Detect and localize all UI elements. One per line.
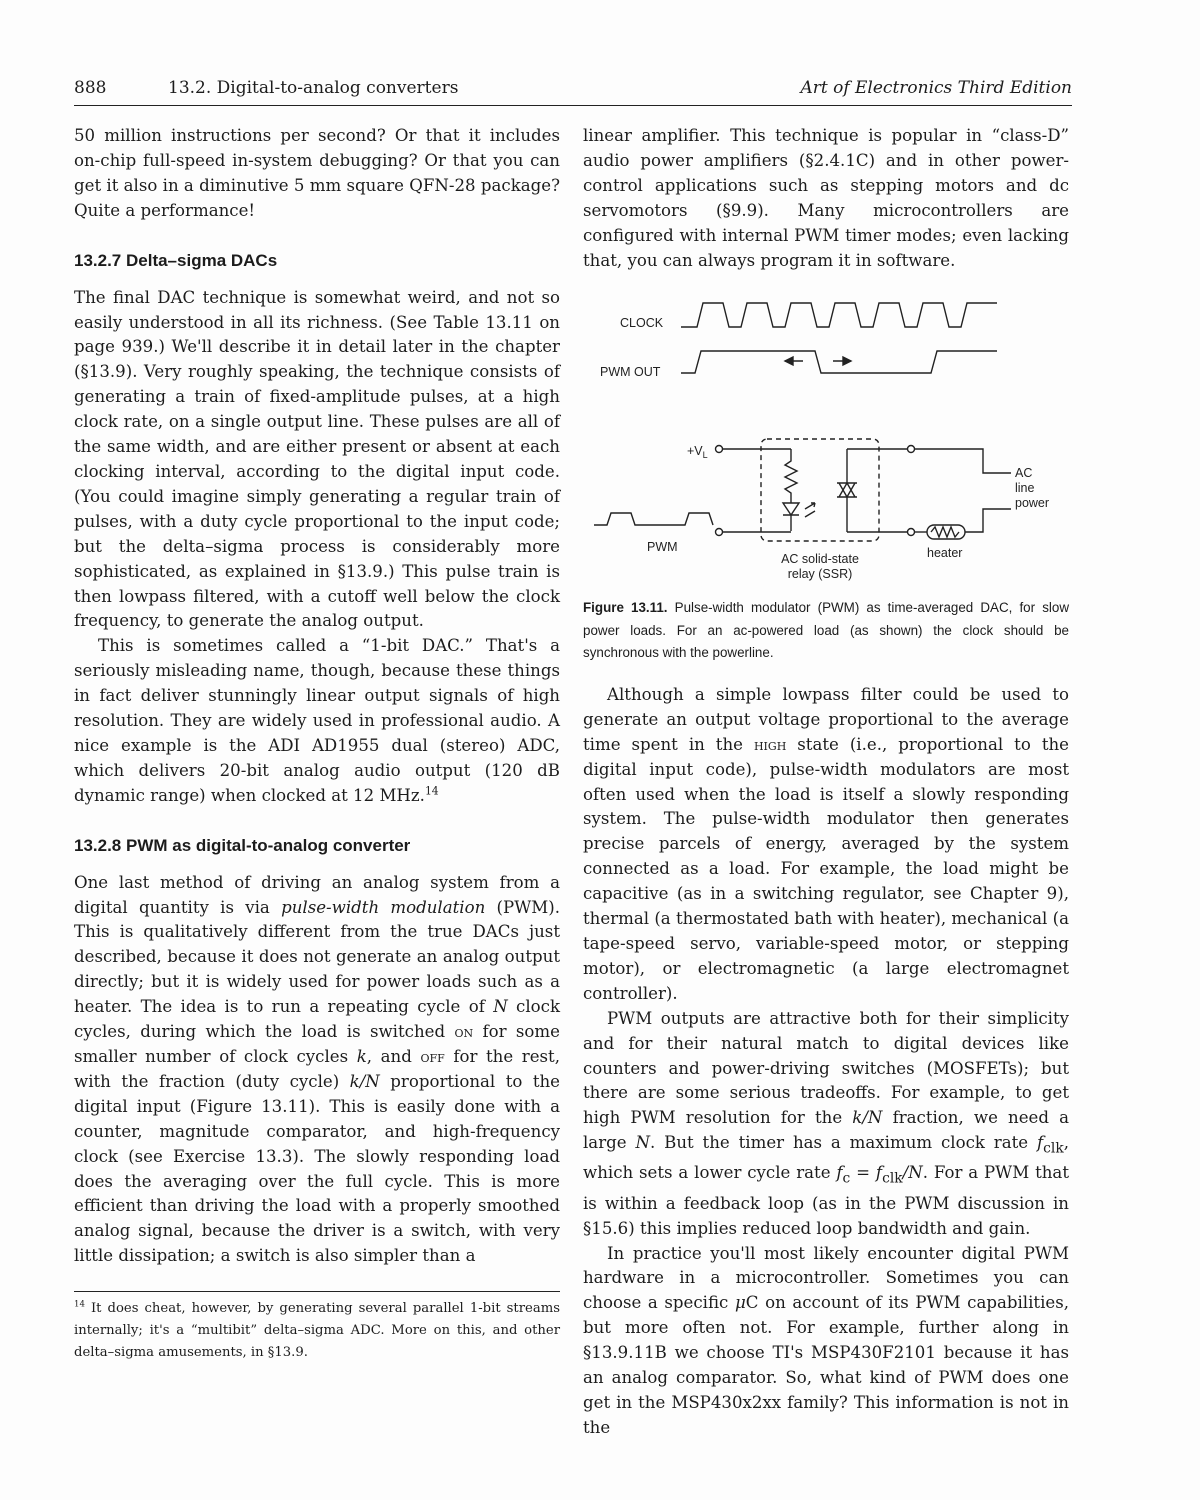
ssr-label-1: AC solid-state bbox=[781, 552, 859, 567]
paragraph-delta-sigma-2 bbox=[74, 634, 560, 808]
ac-label-3: power bbox=[1015, 496, 1050, 511]
text-run: PWM outputs are attractive both for their simplicity and for their natural match to digital devices like counters and power-driving switches (MOSFETs); but there are some serious tradeoffs. For example, to get high PWM resolution for the bbox=[583, 1008, 1069, 1128]
text-run: state (i.e., proportional to the digital input code), pulse-width modulators are most often used when the load is itself a slowly responding system. The pulse-width modulator then generates precise parcels of energy, averaged by the system connected as a load. For example, the load might be capacitive (as in a switching regulator, see Chapter 9), thermal (a thermostated bath with heater), mechanical (a tape-speed servo, variable-speed motor, or stepping motor), or electromagnetic (a large electromagnet controller). bbox=[583, 734, 1069, 1003]
paragraph-right-1 bbox=[583, 683, 1069, 1007]
math-var: /N bbox=[902, 1163, 923, 1183]
vl-label bbox=[687, 444, 708, 460]
led bbox=[783, 503, 799, 515]
footnote-rule bbox=[74, 1291, 560, 1292]
footnote-number: 14 bbox=[74, 1299, 85, 1310]
math-subscript: clk bbox=[1043, 1140, 1064, 1157]
text-run: Although a simple lowpass filter could be used to generate an output voltage proportional to the average time spent in the bbox=[583, 684, 1069, 754]
text-run: clock cycles, during which the load is switched bbox=[74, 997, 560, 1042]
triac bbox=[837, 483, 857, 497]
emphasis: pulse-width modulation bbox=[281, 897, 486, 917]
pwm-circuit-diagram bbox=[583, 289, 1069, 593]
text-run: for the rest, with the fraction (duty cycle) bbox=[74, 1047, 560, 1091]
figure-caption bbox=[583, 597, 1069, 665]
math-subscript: c bbox=[842, 1170, 851, 1187]
text-run: C on account of its PWM capabilities, but more often not. For example, further along in §13.9.11B we choose TI's MSP430F2101 because it has an analog comparator. So, what kind of PWM does one get in the MSP430x2xx family? This information is not in the bbox=[583, 1293, 1070, 1437]
light-arrows bbox=[805, 503, 815, 517]
caption-text: Pulse-width modulator (PWM) as time-averaged DAC, for slow power loads. For an ac-powered load (as shown) the clock should be synchronous with the powerline. bbox=[583, 600, 1069, 661]
math-var: f bbox=[1037, 1133, 1044, 1153]
page-number: 888 bbox=[74, 78, 107, 98]
caption-number: Figure 13.11. bbox=[583, 600, 668, 616]
arrow-left-head bbox=[785, 357, 793, 365]
vl-terminal bbox=[716, 446, 723, 453]
load-terminal-top bbox=[908, 446, 915, 453]
math-var: μ bbox=[734, 1293, 746, 1313]
math-var: N bbox=[635, 1133, 650, 1153]
text-run: for some smaller number of clock cycles bbox=[74, 1022, 560, 1066]
paragraph-right-2 bbox=[583, 1007, 1069, 1242]
section-title: 13.2. Digital-to-analog converters bbox=[168, 78, 459, 98]
math-var: k/N bbox=[349, 1071, 380, 1091]
text-run: One last method of driving an analog system from a digital quantity is via bbox=[74, 872, 560, 917]
math-subscript: clk bbox=[882, 1170, 903, 1187]
pwm-label: PWM bbox=[647, 540, 678, 555]
ssr-outline bbox=[761, 439, 879, 541]
vl-text: +V bbox=[687, 444, 703, 459]
text-run: . But the timer has a maximum clock rate bbox=[649, 1133, 1037, 1153]
math-var: N bbox=[493, 997, 508, 1017]
vl-subscript: L bbox=[702, 450, 708, 461]
heater bbox=[927, 525, 965, 539]
arrow-right-head bbox=[843, 357, 851, 365]
pwm-input-waveform bbox=[594, 513, 713, 525]
text-run: (PWM). This is qualitatively different from the true DACs just described, because it does not generate an analog output directly; but it is widely used for power loads such as a heater. The idea is to run a repeating cycle of bbox=[74, 897, 560, 1017]
text-run: , and bbox=[366, 1047, 421, 1066]
text-run: = bbox=[850, 1163, 876, 1183]
heater-label: heater bbox=[927, 546, 963, 561]
pwm-out-waveform bbox=[681, 351, 997, 373]
text-run: fraction, we need a large bbox=[583, 1108, 1069, 1153]
ac-line-wire bbox=[915, 449, 1011, 473]
math-var: k bbox=[356, 1047, 367, 1066]
heater-element bbox=[931, 527, 959, 537]
text-run: proportional to the digital input (Figure 13.11). This is easily done with a counter, magnitude comparator, and high-frequency clock (see Exercise 13.3). The slowly responding load does the averaging over the full cycle. This is more efficient than driving the load with a properly smoothed analog signal, because the driver is a switch, with very little dissipation; a switch is also simpler than a bbox=[74, 1071, 560, 1266]
text-run: , which sets a lower cycle rate bbox=[583, 1133, 1069, 1183]
ssr-label-2: relay (SSR) bbox=[787, 567, 853, 582]
paragraph-delta-sigma-2-text: This is sometimes called a “1-bit DAC.” That's a seriously misleading name, though, because these things in fact deliver stunningly linear output signals of high resolution. They are widely used in professional audio. A nice example is the ADI AD1955 dual (stereo) ADC, which delivers 20-bit analog audio output (120 dB dynamic range) when clocked at 12 MHz. bbox=[74, 636, 560, 805]
footnote-text: It does cheat, however, by generating several parallel 1-bit streams internally; it's a “multibit” delta–sigma ADC. More on this, and other delta–sigma amusements, in §13.9. bbox=[74, 1301, 560, 1361]
paragraph-pwm bbox=[74, 871, 560, 1270]
right-column bbox=[583, 124, 1069, 1441]
pwm-terminal bbox=[716, 529, 723, 536]
clock-waveform bbox=[681, 303, 997, 327]
footnote-ref[interactable]: 14 bbox=[424, 784, 439, 798]
book-title: Art of Electronics Third Edition bbox=[800, 78, 1072, 98]
left-column bbox=[74, 124, 560, 1364]
figure-13-11 bbox=[583, 289, 1069, 593]
pwm-out-label: PWM OUT bbox=[600, 365, 661, 380]
clock-label: CLOCK bbox=[620, 316, 664, 331]
ac-label-2: line bbox=[1015, 481, 1035, 496]
footnote bbox=[74, 1298, 560, 1364]
paragraph-continued: linear amplifier. This technique is popular in “class-D” audio power amplifiers (§2.4.1C) and in other power-control applications such as stepping motors and dc servomotors (§9.9). Many microcontrollers are configured with internal PWM timer modes; even lacking that, you can always program it in software. bbox=[583, 126, 1069, 270]
small-caps: on bbox=[454, 1023, 474, 1042]
paragraph-right-3 bbox=[583, 1242, 1069, 1441]
ac-label-1: AC bbox=[1015, 466, 1033, 481]
small-caps: high bbox=[753, 735, 787, 754]
paragraph-delta-sigma-1: The final DAC technique is somewhat weird, and not so easily understood in all its richness. (See Table 13.11 on page 939.) We'll describe it in detail later in the chapter (§13.9). Very roughly speaking, the technique consists of generating a train of fixed-amplitude pulses, at a high clock rate, on a single output line. These pulses are all of the same width, and are either present or absent at each clocking interval, according to the digital input code. (You could imagine simply generating a regular train of pulses, with a duty cycle proportional to the input code; but the delta–sigma process is considerably more sophisticated, as explained in §13.9.) This pulse train is then lowpass filtered, with a cutoff well below the clock frequency, to generate the analog output. bbox=[74, 287, 560, 631]
running-header bbox=[74, 78, 1072, 104]
math-var: f bbox=[875, 1163, 883, 1183]
header-rule bbox=[74, 105, 1072, 106]
heading-pwm: 13.2.8 PWM as digital-to-analog converter bbox=[74, 835, 411, 855]
heading-delta-sigma: 13.2.7 Delta–sigma DACs bbox=[74, 250, 278, 270]
paragraph-intro: 50 million instructions per second? Or that it includes on-chip full-speed in-system debugging? Or that you can get it also in a diminutive 5 mm square QFN-28 package? Quite a performance! bbox=[74, 126, 560, 220]
text-run: . For a PWM that is within a feedback loop (as in the PWM discussion in §15.6) this implies reduced loop bandwidth and gain. bbox=[583, 1163, 1069, 1238]
resistor bbox=[785, 449, 797, 503]
small-caps: off bbox=[420, 1048, 445, 1066]
text-run: In practice you'll most likely encounter digital PWM hardware in a microcontroller. Sometimes you can choose a specific bbox=[583, 1243, 1069, 1313]
load-terminal-bottom bbox=[908, 529, 915, 536]
ac-return-wire bbox=[965, 509, 1011, 532]
math-var: f bbox=[836, 1163, 843, 1183]
math-var: k/N bbox=[852, 1108, 883, 1128]
